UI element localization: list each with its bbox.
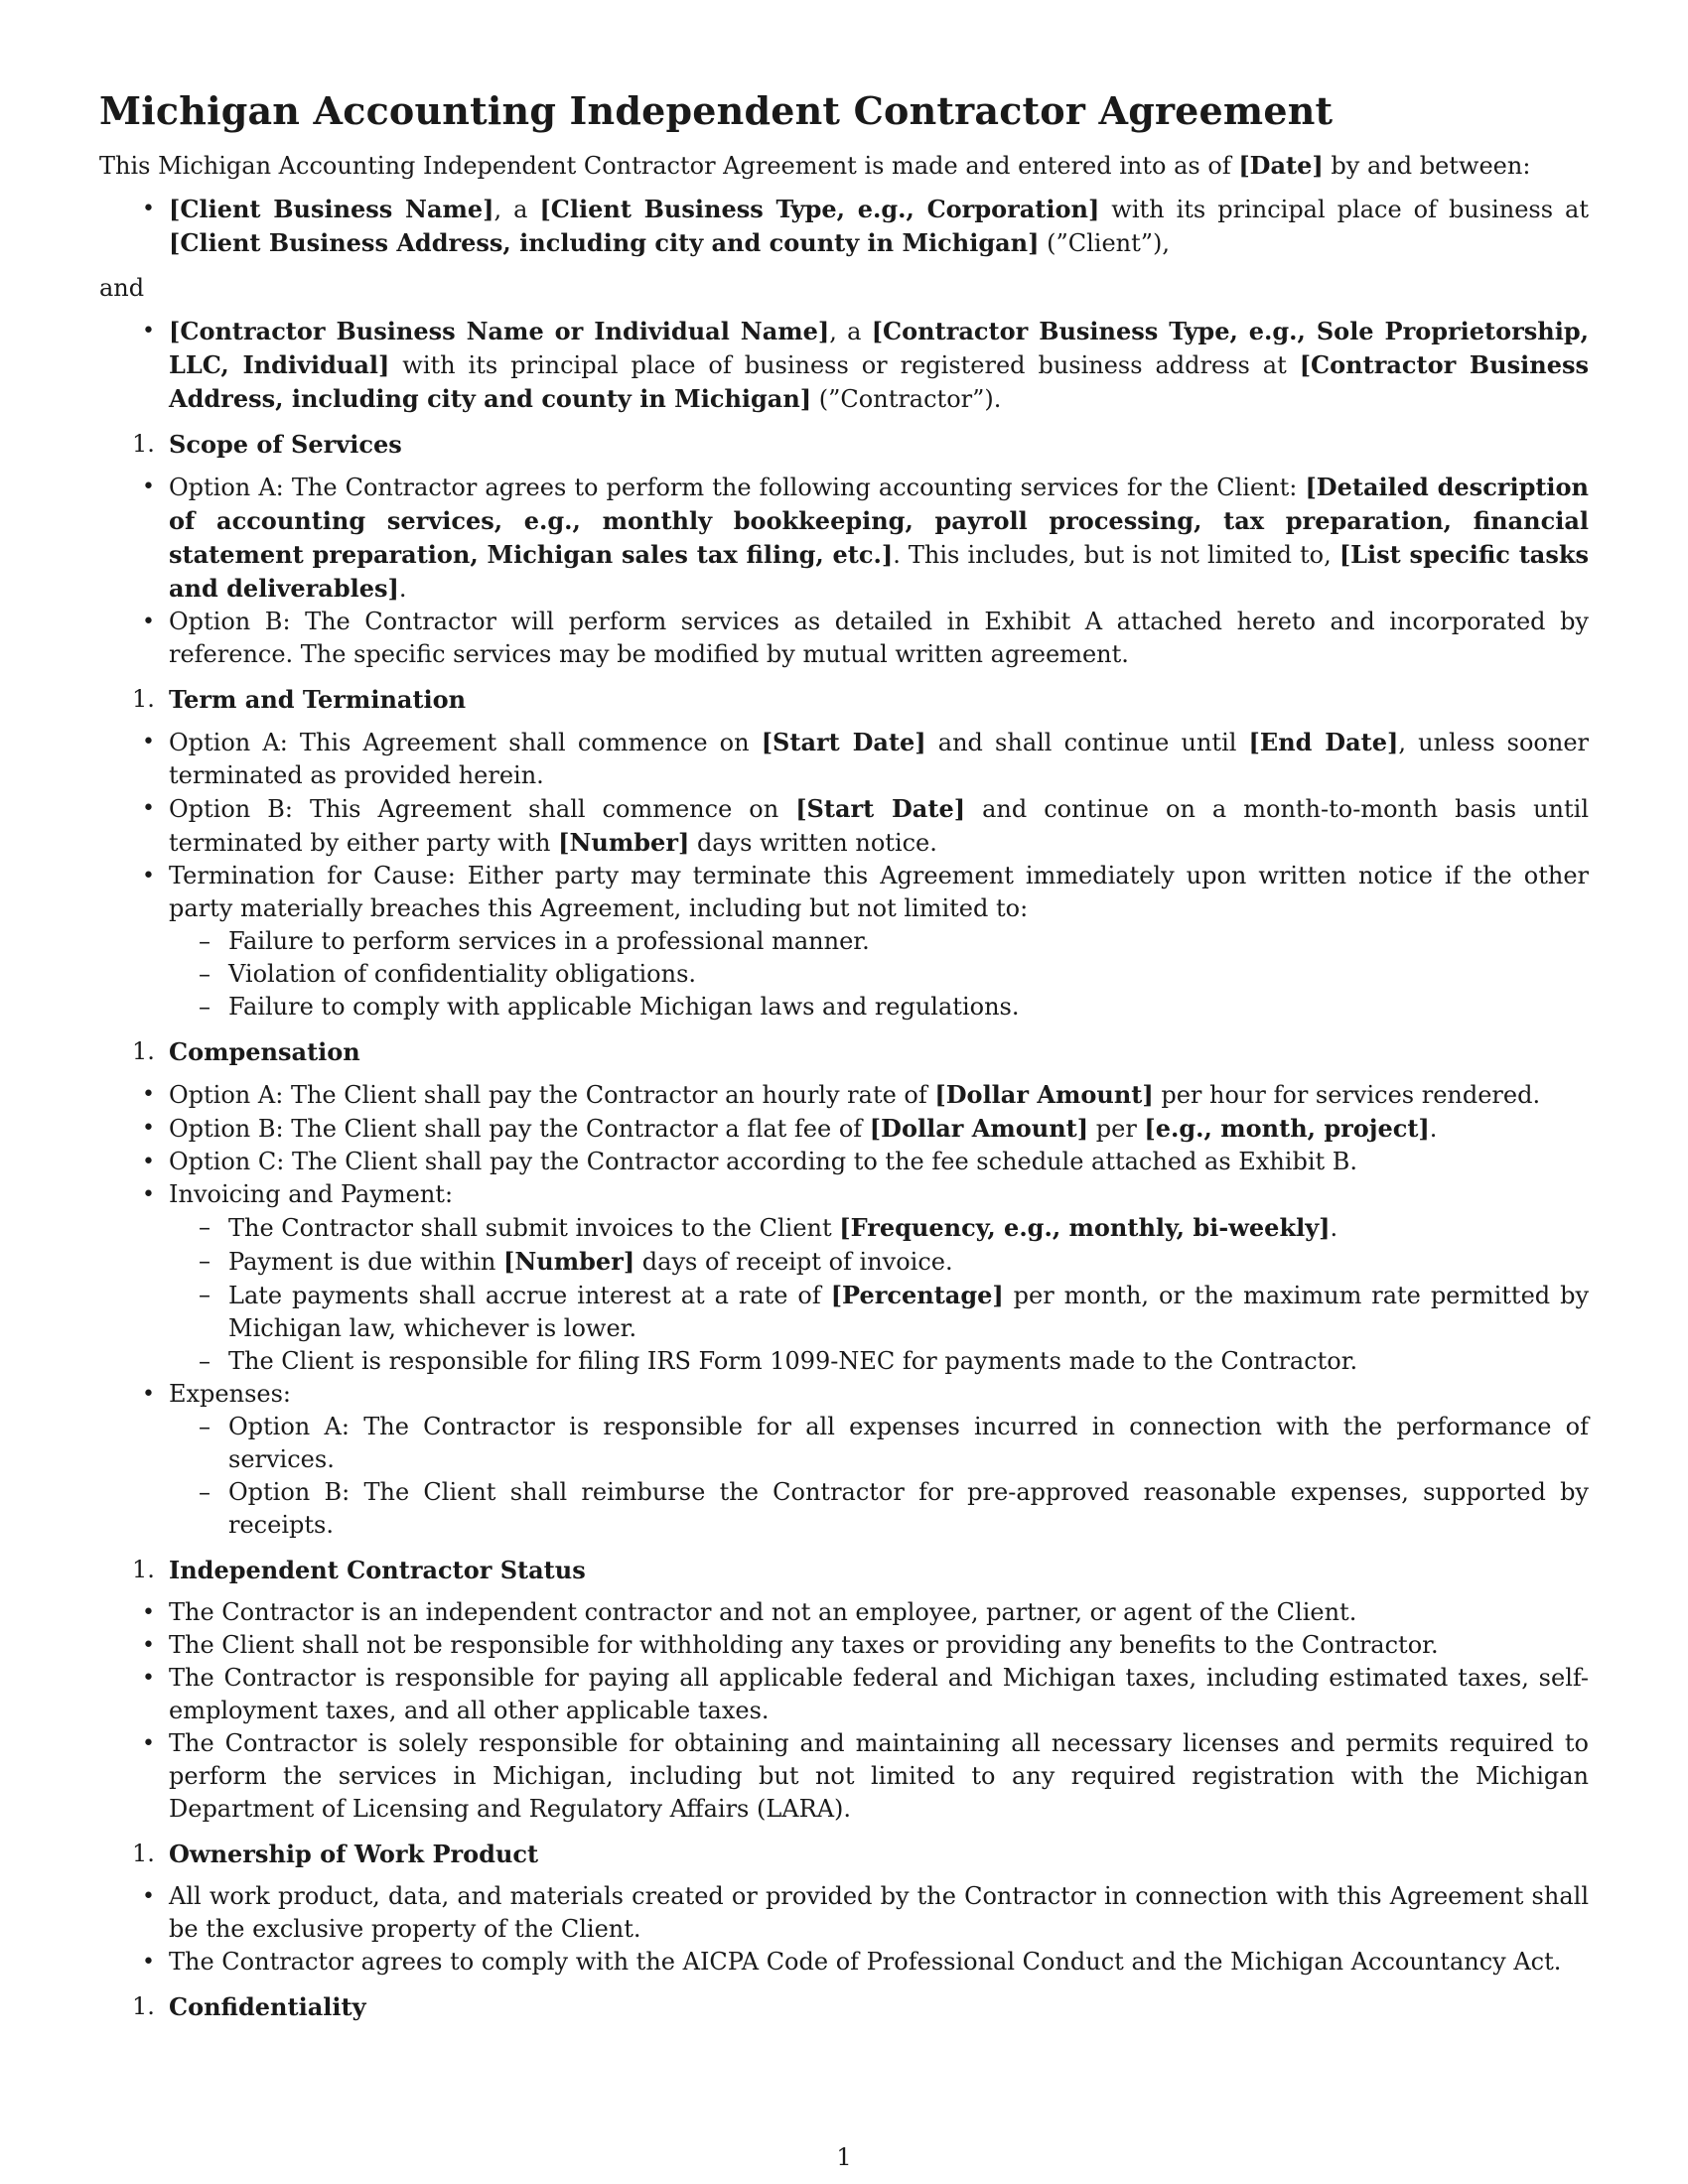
intro-text: This Michigan Accounting Independent Contractor Agreement is made and entered into as of xyxy=(99,152,1239,180)
scope-list xyxy=(99,471,1589,671)
text-fragment: , unless sooner terminated as provided herein. xyxy=(169,729,1590,789)
client-name-placeholder: [Client Business Name] xyxy=(169,195,494,223)
text-fragment: (”Client”), xyxy=(1039,229,1171,257)
number-placeholder: [Number] xyxy=(502,1247,635,1276)
list-item xyxy=(169,1378,1589,1542)
text-fragment: Invoicing and Payment: xyxy=(169,1180,454,1208)
sub-list-item: – Option A: The Contractor is responsible for all expenses incurred in connection with the performance of services. xyxy=(228,1411,1589,1476)
sub-list-item xyxy=(228,1279,1589,1345)
text-fragment: Payment is due within xyxy=(228,1248,503,1276)
and-separator: and xyxy=(99,274,145,302)
client-address-placeholder: [Client Business Address, including city and county in Michigan] xyxy=(169,228,1040,257)
start-date-placeholder: [Start Date] xyxy=(761,728,926,756)
number-placeholder: [Number] xyxy=(558,828,690,857)
status-list xyxy=(99,1596,1589,1826)
section-heading-term xyxy=(99,683,1589,716)
list-item: • The Client shall not be responsible for withholding any taxes or providing any benefits to the Contractor. xyxy=(169,1629,1589,1662)
list-item: • The Contractor is solely responsible for obtaining and maintaining all necessary licenses and permits required to perform the services in Michigan, including but not limited to any required registration with the Michigan Department of Licensing and Regulatory Affairs (LARA). xyxy=(169,1727,1589,1826)
client-party-list xyxy=(99,193,1589,260)
text-fragment: per xyxy=(1088,1115,1145,1143)
sub-list-item: – Failure to comply with applicable Michigan laws and regulations. xyxy=(228,991,1589,1024)
list-item xyxy=(169,471,1589,606)
section-heading-status xyxy=(99,1554,1589,1586)
section-heading-scope xyxy=(99,428,1589,461)
text-fragment: with its principal place of business or registered business address at xyxy=(389,351,1300,379)
contractor-party-list xyxy=(99,315,1589,416)
tasks-placeholder: [List specific tasks and deliverables] xyxy=(169,540,1589,603)
list-item: • Option C: The Client shall pay the Contractor according to the fee schedule attached as Exhibit B. xyxy=(169,1146,1589,1178)
text-fragment: and shall continue until xyxy=(925,729,1249,756)
sub-list-item: – Violation of confidentiality obligations. xyxy=(228,958,1589,991)
expenses-sublist xyxy=(169,1411,1589,1542)
section-title: Term and Termination xyxy=(169,685,467,714)
section-heading-confidentiality xyxy=(99,1990,1589,2023)
section-title: Scope of Services xyxy=(169,430,402,459)
text-fragment: Option A: This Agreement shall commence on xyxy=(169,729,762,756)
sub-list-item: – Failure to perform services in a professional manner. xyxy=(228,925,1589,958)
percentage-placeholder: [Percentage] xyxy=(830,1281,1004,1309)
section-title: Ownership of Work Product xyxy=(169,1840,539,1868)
text-fragment: (”Contractor”). xyxy=(811,385,1002,413)
document-body xyxy=(99,87,1589,2033)
period-placeholder: [e.g., month, project] xyxy=(1144,1114,1430,1143)
page-number: 1 xyxy=(836,2143,852,2171)
document-title: Michigan Accounting Independent Contractor Agreement xyxy=(99,88,1334,133)
sub-list-item xyxy=(228,1245,1589,1279)
text-fragment: . xyxy=(1330,1214,1338,1242)
list-item: • The Contractor is responsible for paying all applicable federal and Michigan taxes, including estimated taxes, self-employment taxes, and all other applicable taxes. xyxy=(169,1662,1589,1727)
text-fragment: , a xyxy=(829,318,872,345)
date-placeholder: [Date] xyxy=(1238,151,1324,180)
section-heading-ownership xyxy=(99,1838,1589,1870)
list-item: • The Contractor agrees to comply with the AICPA Code of Professional Conduct and the Michigan Accountancy Act. xyxy=(169,1946,1589,1979)
contractor-party-item xyxy=(169,315,1589,416)
list-item xyxy=(169,1078,1589,1112)
client-type-placeholder: [Client Business Type, e.g., Corporation] xyxy=(539,195,1100,223)
text-fragment: per month, or the maximum rate permitted by Michigan law, whichever is lower. xyxy=(228,1282,1589,1342)
dollar-amount-placeholder: [Dollar Amount] xyxy=(934,1080,1154,1109)
services-placeholder: [Detailed description of accounting services, e.g., monthly bookkeeping, payroll processing, tax preparation, financial statement preparation, Michigan sales tax filing, etc.] xyxy=(169,473,1590,569)
sub-list-item: – The Client is responsible for filing IRS Form 1099-NEC for payments made to the Contractor. xyxy=(228,1345,1589,1378)
section-number: 1. xyxy=(132,1037,155,1065)
section-title: Confidentiality xyxy=(169,1992,366,2021)
term-list xyxy=(99,726,1589,1024)
list-item xyxy=(169,726,1589,792)
section-number: 1. xyxy=(132,1992,155,2020)
list-item xyxy=(169,1112,1589,1146)
frequency-placeholder: [Frequency, e.g., monthly, bi-weekly] xyxy=(839,1213,1331,1242)
invoicing-sublist xyxy=(169,1211,1589,1378)
dollar-amount-placeholder: [Dollar Amount] xyxy=(869,1114,1089,1143)
start-date-placeholder: [Start Date] xyxy=(795,794,966,823)
text-fragment: with its principal place of business at xyxy=(1099,196,1589,223)
ownership-list xyxy=(99,1880,1589,1979)
list-item: • The Contractor is an independent contractor and not an employee, partner, or agent of the Client. xyxy=(169,1596,1589,1629)
section-number: 1. xyxy=(132,1840,155,1867)
text-fragment: . xyxy=(1429,1115,1438,1143)
sub-list-item xyxy=(228,1211,1589,1245)
text-fragment: and continue on a month-to-month basis until terminated by either party with xyxy=(169,795,1590,857)
contractor-address-placeholder: [Contractor Business Address, including city and county in Michigan] xyxy=(169,350,1590,413)
text-fragment: per hour for services rendered. xyxy=(1153,1081,1541,1109)
intro-text-end: by and between: xyxy=(1323,152,1531,180)
contractor-type-placeholder: [Contractor Business Type, e.g., Sole Proprietorship, LLC, Individual] xyxy=(169,317,1590,379)
section-number: 1. xyxy=(132,1556,155,1583)
section-title: Independent Contractor Status xyxy=(169,1556,586,1584)
text-fragment: days written notice. xyxy=(689,829,937,857)
compensation-list xyxy=(99,1078,1589,1542)
section-number: 1. xyxy=(132,685,155,713)
cause-sublist xyxy=(169,925,1589,1024)
text-fragment: . This includes, but is not limited to, xyxy=(893,541,1339,569)
text-fragment: The Contractor shall submit invoices to the Client xyxy=(228,1214,840,1242)
text-fragment: , a xyxy=(493,196,540,223)
text-fragment: Option B: The Client shall pay the Contractor a flat fee of xyxy=(169,1115,870,1143)
list-item: • All work product, data, and materials created or provided by the Contractor in connection with this Agreement shall be the exclusive property of the Client. xyxy=(169,1880,1589,1946)
list-item xyxy=(169,860,1589,1024)
intro-paragraph xyxy=(99,149,1589,183)
client-party-item xyxy=(169,193,1589,260)
list-item xyxy=(169,1178,1589,1378)
list-item xyxy=(169,792,1589,860)
text-fragment: Option B: This Agreement shall commence on xyxy=(169,795,796,823)
contractor-name-placeholder: [Contractor Business Name or Individual Name] xyxy=(169,317,830,345)
text-fragment: Expenses: xyxy=(169,1380,291,1408)
text-fragment: days of receipt of invoice. xyxy=(634,1248,953,1276)
section-number: 1. xyxy=(132,430,155,458)
section-title: Compensation xyxy=(169,1037,360,1066)
text-fragment: Option A: The Client shall pay the Contractor an hourly rate of xyxy=(169,1081,935,1109)
list-item: • Option B: The Contractor will perform services as detailed in Exhibit A attached hereto and incorporated by reference. The specific services may be modified by mutual written agreement. xyxy=(169,606,1589,671)
text-fragment: Option A: The Contractor agrees to perform the following accounting services for the Client: xyxy=(169,474,1306,501)
text-fragment: Termination for Cause: Either party may terminate this Agreement immediately upon written notice if the other party materially breaches this Agreement, including but not limited to: xyxy=(169,862,1589,922)
text-fragment: Late payments shall accrue interest at a rate of xyxy=(228,1282,831,1309)
sub-list-item: – Option B: The Client shall reimburse the Contractor for pre-approved reasonable expenses, supported by receipts. xyxy=(228,1476,1589,1542)
section-heading-compensation xyxy=(99,1035,1589,1068)
end-date-placeholder: [End Date] xyxy=(1248,728,1399,756)
text-fragment: . xyxy=(398,575,407,603)
